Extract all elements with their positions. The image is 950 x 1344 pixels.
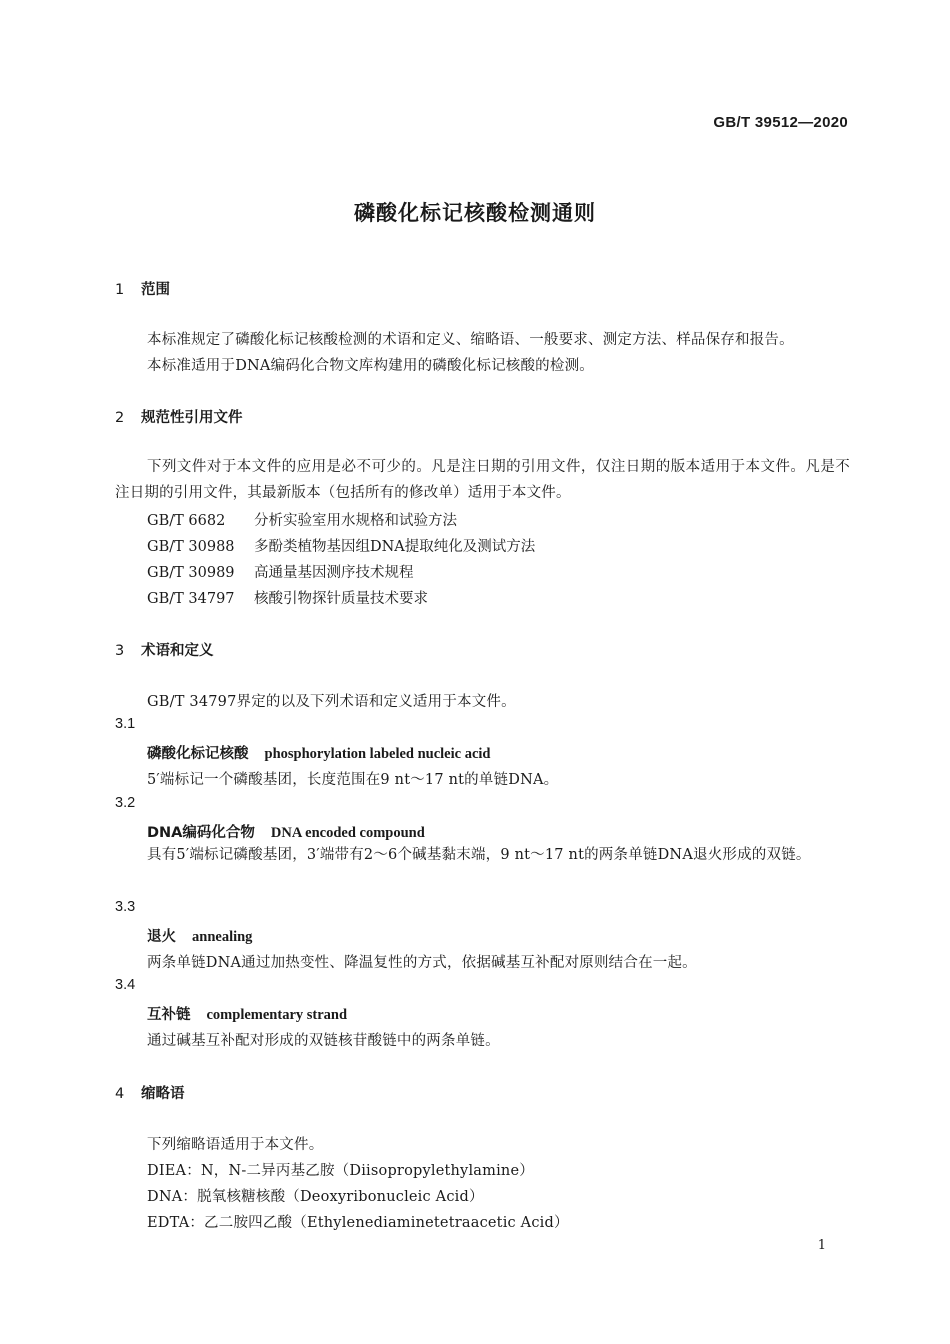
term-chinese: 互补链 <box>147 1007 191 1023</box>
section-number: 2 <box>115 410 125 426</box>
abbreviation-item: EDTA：乙二胺四乙酸（Ethylenediaminetetraacetic Acid） <box>147 1215 569 1231</box>
term-definition: 5′端标记一个磷酸基团，长度范围在9 nt～17 nt的单链DNA。 <box>147 772 559 788</box>
term-english: annealing <box>192 929 253 945</box>
section-title: 缩略语 <box>141 1086 185 1102</box>
section-heading <box>115 406 243 427</box>
reference-code: GB/T 30988 <box>147 539 235 555</box>
section-heading <box>115 1082 185 1103</box>
paragraph: 本标准适用于DNA编码化合物文库构建用的磷酸化标记核酸的检测。 <box>147 358 594 374</box>
term-heading <box>147 925 252 946</box>
section-title: 范围 <box>141 282 170 298</box>
term-chinese: 磷酸化标记核酸 <box>147 746 249 762</box>
term-definition: 两条单链DNA通过加热变性、降温复性的方式，依据碱基互补配对原则结合在一起。 <box>147 955 697 971</box>
paragraph: 下列缩略语适用于本文件。 <box>147 1137 324 1153</box>
reference-title: 高通量基因测序技术规程 <box>254 565 414 581</box>
reference-title: 多酚类植物基因组DNA提取纯化及测试方法 <box>254 539 536 555</box>
term-number: 3.2 <box>115 795 136 811</box>
term-heading <box>147 821 425 842</box>
term-number: 3.3 <box>115 899 136 915</box>
paragraph: GB/T 34797界定的以及下列术语和定义适用于本文件。 <box>147 694 516 710</box>
document-title: 磷酸化标记核酸检测通则 <box>354 201 596 225</box>
reference-code: GB/T 30989 <box>147 565 235 581</box>
term-number: 3.1 <box>115 716 136 732</box>
section-heading <box>115 278 170 299</box>
paragraph: 本标准规定了磷酸化标记核酸检测的术语和定义、缩略语、一般要求、测定方法、样品保存和报告。 <box>147 332 794 348</box>
term-english: phosphorylation labeled nucleic acid <box>264 746 491 762</box>
reference-code: GB/T 34797 <box>147 591 235 607</box>
term-english: DNA encoded compound <box>270 825 425 841</box>
section-number: 1 <box>115 282 125 298</box>
reference-item <box>147 535 535 556</box>
term-number: 3.4 <box>115 977 136 993</box>
section-title: 术语和定义 <box>141 643 214 659</box>
reference-code: GB/T 6682 <box>147 513 226 529</box>
section-number: 3 <box>115 643 125 659</box>
term-heading <box>147 742 491 763</box>
page-number: 1 <box>817 1238 826 1253</box>
term-heading <box>147 1003 347 1024</box>
reference-title: 分析实验室用水规格和试验方法 <box>254 513 457 529</box>
standard-code: GB/T 39512—2020 <box>713 114 848 131</box>
reference-item <box>147 509 457 530</box>
section-heading <box>115 639 214 660</box>
reference-item <box>147 587 428 608</box>
term-definition: 具有5′端标记磷酸基团，3′端带有2～6个碱基黏末端，9 nt～17 nt的两条单链DNA退火形成的双链。 <box>147 847 811 863</box>
reference-title: 核酸引物探针质量技术要求 <box>254 591 428 607</box>
term-chinese: 退火 <box>147 929 176 945</box>
paragraph: 下列文件对于本文件的应用是必不可少的。凡是注日期的引用文件，仅注日期的版本适用于本文件。凡是不注日期的引用文件，其最新版本（包括所有的修改单）适用于本文件。 <box>115 459 850 501</box>
section-number: 4 <box>115 1086 125 1102</box>
abbreviation-item: DNA：脱氧核糖核酸（Deoxyribonucleic Acid） <box>147 1189 484 1205</box>
abbreviation-item: DIEA：N，N-二异丙基乙胺（Diisopropylethylamine） <box>147 1163 534 1179</box>
term-chinese: DNA编码化合物 <box>147 825 255 841</box>
term-english: complementary strand <box>206 1007 348 1023</box>
reference-item <box>147 561 414 582</box>
section-title: 规范性引用文件 <box>141 410 243 426</box>
term-definition: 通过碱基互补配对形成的双链核苷酸链中的两条单链。 <box>147 1033 500 1049</box>
